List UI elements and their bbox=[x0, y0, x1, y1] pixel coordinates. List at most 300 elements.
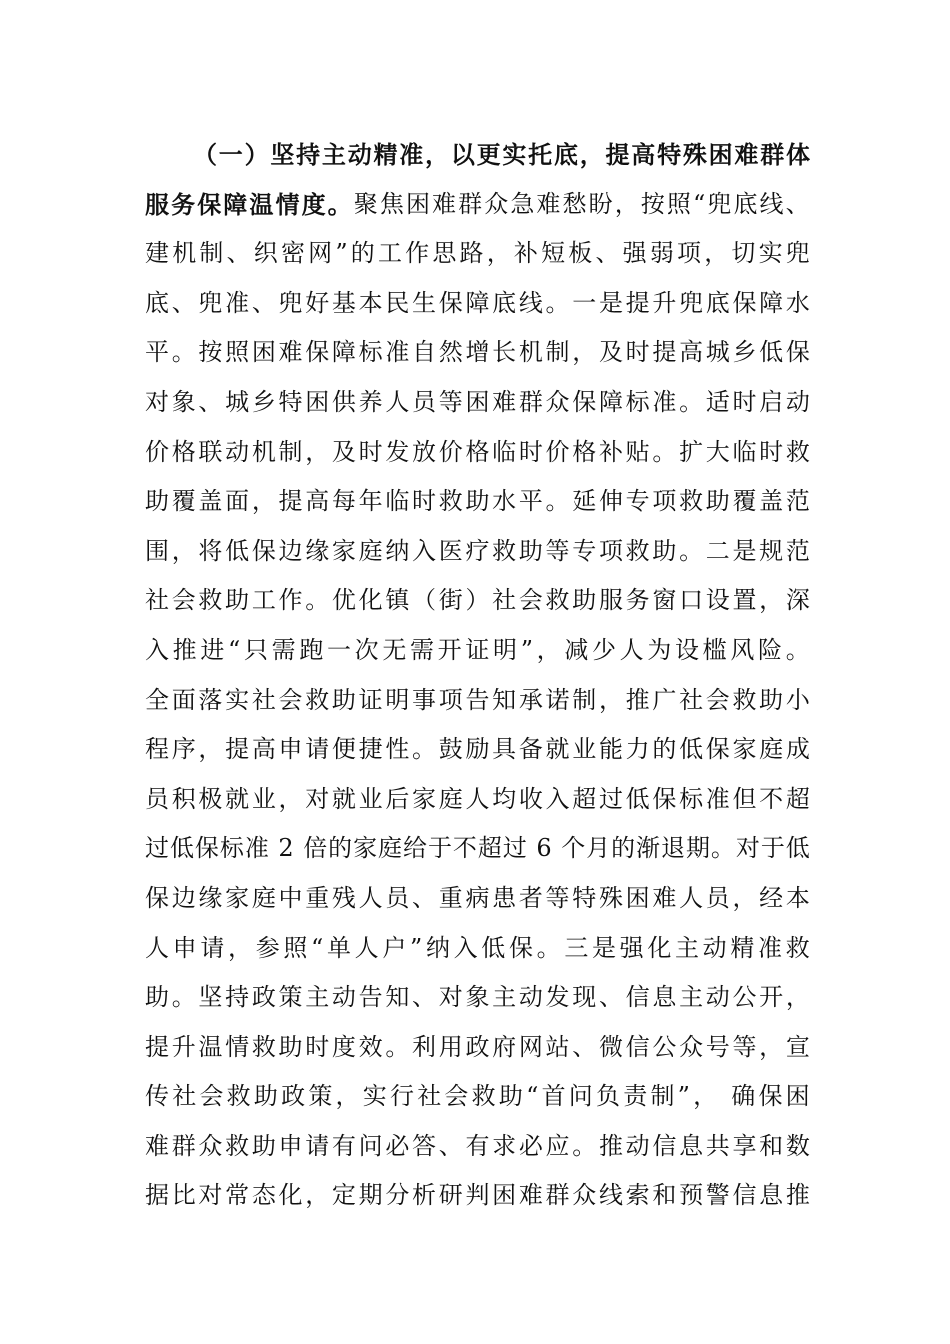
text-char: 缘 bbox=[305, 536, 330, 565]
text-char: 保 bbox=[508, 933, 533, 962]
text-char: 群 bbox=[545, 1181, 570, 1210]
text-char: ， bbox=[759, 586, 784, 615]
text-char: 等 bbox=[438, 387, 463, 416]
text-char: 专 bbox=[625, 487, 650, 516]
text-char: 殊 bbox=[598, 883, 623, 912]
text-char: 信 bbox=[652, 1131, 677, 1160]
paragraph-line bbox=[145, 1072, 810, 1122]
paragraph-line bbox=[145, 1122, 810, 1172]
text-char: 收 bbox=[518, 784, 543, 813]
text-char: 共 bbox=[705, 1131, 730, 1160]
text-char: 据 bbox=[145, 1181, 169, 1210]
text-char: 、 bbox=[572, 1032, 597, 1061]
text-char: 临 bbox=[732, 437, 757, 466]
text-char: 。 bbox=[652, 437, 677, 466]
text-char: 群 bbox=[760, 140, 785, 169]
text-char: 时 bbox=[518, 437, 543, 466]
text-char bbox=[720, 1072, 728, 1122]
text-char: 重 bbox=[438, 883, 463, 912]
text-char: 便 bbox=[331, 735, 356, 764]
text-char: 主 bbox=[492, 983, 517, 1012]
text-char: 传 bbox=[145, 1082, 169, 1111]
text-char: 程 bbox=[145, 735, 169, 764]
text-char: 助 bbox=[331, 685, 356, 714]
body-text bbox=[145, 130, 810, 1221]
text-char: 助 bbox=[705, 487, 730, 516]
text-char: 置 bbox=[732, 586, 757, 615]
text-char: 能 bbox=[598, 735, 623, 764]
text-char: ， bbox=[171, 536, 196, 565]
text-char: 化 bbox=[647, 933, 672, 962]
text-char: 发 bbox=[545, 983, 570, 1012]
text-char: 优 bbox=[331, 586, 356, 615]
paragraph-line bbox=[145, 775, 810, 825]
text-char: 制 bbox=[650, 1082, 675, 1111]
text-char: 时 bbox=[732, 387, 757, 416]
text-char: 一 bbox=[218, 140, 243, 169]
text-char: 广 bbox=[652, 685, 677, 714]
text-char: 弱 bbox=[649, 239, 674, 268]
text-char: 实 bbox=[362, 1082, 387, 1111]
text-char: 等 bbox=[545, 883, 570, 912]
text-char: 鼓 bbox=[438, 735, 463, 764]
text-char: 机 bbox=[172, 239, 197, 268]
text-char: 主 bbox=[679, 983, 704, 1012]
text-char: ， bbox=[228, 933, 253, 962]
text-char: 格 bbox=[171, 437, 196, 466]
text-char: 口 bbox=[679, 586, 704, 615]
text-char: 化 bbox=[278, 1181, 303, 1210]
text-char: 需 bbox=[410, 635, 434, 664]
text-char: 助 bbox=[572, 586, 597, 615]
text-char: 答 bbox=[412, 1131, 437, 1160]
text-char: 。 bbox=[327, 189, 352, 219]
text-char: （ bbox=[412, 586, 437, 615]
text-char: 常 bbox=[225, 1181, 250, 1210]
text-char: 救 bbox=[226, 1082, 251, 1111]
text-char: 路 bbox=[459, 239, 484, 268]
text-char: 会 bbox=[278, 685, 303, 714]
text-char: 保 bbox=[194, 834, 219, 863]
text-char: 务 bbox=[171, 189, 196, 219]
text-char: 员 bbox=[385, 883, 410, 912]
text-char: 低 bbox=[679, 735, 704, 764]
text-char: 推 bbox=[785, 1181, 810, 1210]
text-char: 供 bbox=[331, 387, 356, 416]
text-char: 主 bbox=[675, 933, 699, 962]
paragraph-line bbox=[145, 229, 810, 279]
text-char: 实 bbox=[758, 239, 783, 268]
text-char: 边 bbox=[278, 536, 303, 565]
text-char: 事 bbox=[412, 685, 437, 714]
text-char: 首 bbox=[541, 1082, 566, 1111]
text-char: 申 bbox=[278, 735, 303, 764]
text-char: 线 bbox=[598, 1181, 623, 1210]
text-char: 群 bbox=[171, 1131, 196, 1160]
text-char: 象 bbox=[171, 387, 196, 416]
text-char: 宣 bbox=[785, 1032, 810, 1061]
text-char: 升 bbox=[171, 1032, 196, 1061]
text-char: 开 bbox=[759, 983, 784, 1012]
text-char: 员 bbox=[705, 883, 730, 912]
text-char: ， bbox=[305, 1181, 330, 1210]
text-char: 。 bbox=[710, 834, 735, 863]
text-char: 就 bbox=[225, 784, 250, 813]
text-char: 标 bbox=[219, 834, 244, 863]
text-char: 开 bbox=[437, 635, 462, 664]
text-char: 街 bbox=[438, 586, 463, 615]
text-char: 线 bbox=[759, 189, 784, 218]
text-char: 工 bbox=[251, 586, 276, 615]
heading-line-2 bbox=[145, 180, 810, 230]
text-char: 标 bbox=[625, 387, 650, 416]
text-char: 动 bbox=[625, 1131, 650, 1160]
text-char: 切 bbox=[731, 239, 756, 268]
text-char: 会 bbox=[518, 586, 543, 615]
text-char: 对 bbox=[438, 983, 463, 1012]
text-char: 超 bbox=[785, 784, 810, 813]
text-char: 价 bbox=[545, 437, 570, 466]
text-char: 用 bbox=[438, 1032, 463, 1061]
text-char: 判 bbox=[465, 1181, 490, 1210]
text-char: 号 bbox=[705, 1032, 730, 1061]
text-char: 助 bbox=[759, 685, 784, 714]
paragraph-line bbox=[145, 626, 810, 676]
text-char: 密 bbox=[280, 239, 305, 268]
text-char: 有 bbox=[465, 1131, 490, 1160]
text-char: 兜 bbox=[785, 239, 810, 268]
text-char: 期 bbox=[358, 1181, 383, 1210]
text-char: ， bbox=[536, 635, 561, 664]
text-char: 时 bbox=[412, 487, 437, 516]
text-char: ） bbox=[465, 586, 490, 615]
text-char: 短 bbox=[541, 239, 566, 268]
text-char: 纳 bbox=[385, 536, 410, 565]
text-char: ” bbox=[677, 1082, 690, 1111]
text-char: 知 bbox=[385, 983, 410, 1012]
text-char: 。 bbox=[545, 288, 570, 317]
text-char: 家 bbox=[225, 883, 250, 912]
text-char: 低 bbox=[225, 536, 250, 565]
text-char: 一 bbox=[572, 288, 597, 317]
text-char bbox=[528, 824, 536, 874]
text-char: 贴 bbox=[625, 437, 650, 466]
text-char: 超 bbox=[477, 834, 502, 863]
text-char: 水 bbox=[492, 487, 517, 516]
text-char: 体 bbox=[785, 140, 810, 169]
text-char: 均 bbox=[492, 784, 517, 813]
text-char: 乡 bbox=[251, 387, 276, 416]
text-char: 每 bbox=[331, 487, 356, 516]
text-char: 高 bbox=[631, 140, 656, 169]
text-char: 思 bbox=[432, 239, 457, 268]
text-char: 策 bbox=[278, 983, 303, 1012]
text-char: 次 bbox=[354, 635, 379, 664]
text-char: 助 bbox=[465, 487, 490, 516]
text-char: 托 bbox=[528, 140, 553, 169]
text-char: 和 bbox=[759, 1131, 784, 1160]
text-char: ， bbox=[579, 140, 604, 169]
text-char: ” bbox=[520, 635, 533, 664]
text-char: 、 bbox=[412, 983, 437, 1012]
text-char: 信 bbox=[625, 983, 650, 1012]
text-char: 小 bbox=[785, 685, 810, 714]
text-char: 数 bbox=[785, 1131, 810, 1160]
text-char: 减 bbox=[564, 635, 589, 664]
text-char: 会 bbox=[705, 685, 730, 714]
text-char: 群 bbox=[458, 189, 483, 218]
text-char: ， bbox=[486, 239, 511, 268]
text-char: 是 bbox=[591, 933, 616, 962]
text-char: 更 bbox=[476, 140, 501, 169]
text-char: 业 bbox=[251, 784, 276, 813]
text-char: 庭 bbox=[378, 834, 403, 863]
text-char: 实 bbox=[225, 685, 250, 714]
text-char: 伸 bbox=[598, 487, 623, 516]
text-char: 捷 bbox=[358, 735, 383, 764]
text-char: 的 bbox=[328, 834, 353, 863]
text-char: 对 bbox=[145, 387, 169, 416]
text-char: 析 bbox=[412, 1181, 437, 1210]
text-char: 社 bbox=[492, 586, 517, 615]
text-char: 助 bbox=[498, 1082, 523, 1111]
text-char: 兜 bbox=[679, 288, 704, 317]
text-char: 提 bbox=[278, 487, 303, 516]
text-char: 三 bbox=[564, 933, 589, 962]
text-char: 高 bbox=[679, 338, 704, 367]
text-char: 不 bbox=[452, 834, 477, 863]
text-char: 、 bbox=[226, 239, 251, 268]
paragraph-line bbox=[145, 428, 810, 478]
text-char: 。 bbox=[785, 635, 810, 664]
text-char: 时 bbox=[759, 437, 784, 466]
text-char: 社 bbox=[679, 685, 704, 714]
text-char: 风 bbox=[730, 635, 755, 664]
text-char: 面 bbox=[171, 685, 196, 714]
text-char: 动 bbox=[225, 437, 250, 466]
text-char: 范 bbox=[785, 487, 810, 516]
text-char: 。 bbox=[412, 735, 437, 764]
text-char: 政 bbox=[465, 1032, 490, 1061]
text-char: 范 bbox=[785, 536, 810, 565]
text-char: 按 bbox=[198, 338, 223, 367]
text-char: 提 bbox=[225, 735, 250, 764]
text-char: 大 bbox=[705, 437, 730, 466]
text-char: 难 bbox=[536, 189, 561, 218]
text-char: 月 bbox=[586, 834, 611, 863]
text-char: 就 bbox=[545, 735, 570, 764]
text-char: 会 bbox=[444, 1082, 469, 1111]
text-char: 人 bbox=[145, 933, 169, 962]
text-char: “ bbox=[311, 933, 324, 962]
text-char: 专 bbox=[572, 536, 597, 565]
text-char: 价 bbox=[438, 437, 463, 466]
text-char: 过 bbox=[598, 784, 623, 813]
text-char: 项 bbox=[438, 685, 463, 714]
text-char: 格 bbox=[572, 437, 597, 466]
text-char: 策 bbox=[308, 1082, 333, 1111]
text-char: 、 bbox=[251, 288, 276, 317]
text-char: 兜 bbox=[278, 288, 303, 317]
text-char: 底 bbox=[705, 288, 730, 317]
text-char: 、 bbox=[198, 387, 223, 416]
text-char: 家 bbox=[412, 784, 437, 813]
text-char: 网 bbox=[518, 1032, 543, 1061]
text-char: 标 bbox=[358, 338, 383, 367]
text-char: 困 bbox=[465, 387, 490, 416]
text-char: 享 bbox=[732, 1131, 757, 1160]
text-char: 困 bbox=[492, 1181, 517, 1210]
text-char: 。 bbox=[545, 487, 570, 516]
text-char: 责 bbox=[623, 1082, 648, 1111]
text-char: 临 bbox=[385, 487, 410, 516]
text-char: 底 bbox=[553, 140, 578, 169]
text-char: 强 bbox=[619, 933, 644, 962]
text-char: 请 bbox=[305, 1131, 330, 1160]
text-char: 公 bbox=[652, 1032, 677, 1061]
text-char: 请 bbox=[200, 933, 225, 962]
text-char: 聚 bbox=[353, 189, 378, 218]
text-char: 障 bbox=[465, 288, 490, 317]
text-char: 设 bbox=[675, 635, 699, 664]
text-char: 救 bbox=[625, 536, 650, 565]
text-char: 救 bbox=[545, 586, 570, 615]
text-char: 、 bbox=[438, 1131, 463, 1160]
text-char: 。 bbox=[536, 933, 561, 962]
text-char: 。 bbox=[385, 1032, 410, 1061]
text-char: 推 bbox=[172, 635, 197, 664]
text-char: 救 bbox=[785, 437, 810, 466]
text-char: ， bbox=[704, 239, 729, 268]
paragraph-line bbox=[145, 924, 810, 974]
text-char: 提 bbox=[652, 338, 677, 367]
text-char: 中 bbox=[278, 883, 303, 912]
text-char: 规 bbox=[759, 536, 784, 565]
text-char: “ bbox=[526, 1082, 539, 1111]
text-char: 工 bbox=[377, 239, 402, 268]
text-char: 特 bbox=[278, 387, 303, 416]
text-char: 平 bbox=[518, 487, 543, 516]
text-char: 底 bbox=[145, 288, 169, 317]
text-char: 主 bbox=[305, 983, 330, 1012]
text-char: 力 bbox=[625, 735, 650, 764]
text-char: 时 bbox=[305, 1032, 330, 1061]
text-char: 高 bbox=[305, 487, 330, 516]
text-char: 人 bbox=[358, 883, 383, 912]
text-char: 救 bbox=[492, 536, 517, 565]
text-char: 重 bbox=[305, 883, 330, 912]
text-char: 必 bbox=[385, 1131, 410, 1160]
text-char: 。 bbox=[572, 1131, 597, 1160]
text-char: 人 bbox=[385, 387, 410, 416]
text-char: 疗 bbox=[465, 536, 490, 565]
text-char: 、 bbox=[171, 288, 196, 317]
text-char: 实 bbox=[502, 140, 527, 169]
text-char: 时 bbox=[625, 338, 650, 367]
text-char: 低 bbox=[481, 933, 506, 962]
text-char: 会 bbox=[171, 586, 196, 615]
text-char: 庭 bbox=[251, 883, 276, 912]
text-char: 户 bbox=[382, 933, 407, 962]
text-char: 利 bbox=[412, 1032, 437, 1061]
text-char: 高 bbox=[251, 735, 276, 764]
text-char: 业 bbox=[358, 784, 383, 813]
text-char: 及 bbox=[331, 437, 356, 466]
text-char: 告 bbox=[465, 685, 490, 714]
text-char: 险 bbox=[758, 635, 783, 664]
text-char: 公 bbox=[732, 983, 757, 1012]
text-char: 少 bbox=[591, 635, 616, 664]
text-char: 难 bbox=[432, 189, 457, 218]
text-char: 提 bbox=[145, 1032, 169, 1061]
text-char: 平 bbox=[145, 338, 169, 367]
text-char: 入 bbox=[545, 784, 570, 813]
text-char: 、 bbox=[598, 983, 623, 1012]
text-char: 动 bbox=[331, 983, 356, 1012]
text-char: 救 bbox=[732, 685, 757, 714]
text-char: 入 bbox=[145, 635, 169, 664]
text-char: 制 bbox=[572, 685, 597, 714]
text-char: 群 bbox=[518, 387, 543, 416]
text-char: 参 bbox=[255, 933, 280, 962]
text-char: ） bbox=[244, 140, 269, 169]
text-char: 为 bbox=[647, 635, 672, 664]
text-char: ， bbox=[335, 1082, 360, 1111]
text-char: （ bbox=[193, 140, 217, 169]
text-char: 象 bbox=[465, 983, 490, 1012]
text-char: 患 bbox=[492, 883, 517, 912]
text-char: 是 bbox=[732, 536, 757, 565]
text-char: 困 bbox=[405, 189, 430, 218]
paragraph-line bbox=[145, 576, 810, 626]
text-char: ” bbox=[335, 239, 348, 268]
text-char: 窗 bbox=[652, 586, 677, 615]
text-char: 低 bbox=[625, 784, 650, 813]
text-char: 政 bbox=[281, 1082, 306, 1111]
text-char: 覆 bbox=[732, 487, 757, 516]
text-char: 救 bbox=[305, 685, 330, 714]
text-char: 升 bbox=[652, 288, 677, 317]
text-char: 愁 bbox=[562, 189, 587, 218]
text-char: 网 bbox=[308, 239, 333, 268]
text-char: 极 bbox=[198, 784, 223, 813]
text-char: 。 bbox=[679, 387, 704, 416]
text-char: 准 bbox=[705, 784, 730, 813]
text-char: 发 bbox=[385, 437, 410, 466]
paragraph-line bbox=[145, 378, 810, 428]
text-char: 保 bbox=[705, 735, 730, 764]
text-char: 难 bbox=[492, 387, 517, 416]
paragraph-line bbox=[145, 1171, 810, 1221]
text-char: 难 bbox=[145, 1131, 169, 1160]
text-char: 困 bbox=[251, 338, 276, 367]
text-char: 员 bbox=[412, 387, 437, 416]
text-char: 持 bbox=[225, 983, 250, 1012]
text-char: 困 bbox=[305, 387, 330, 416]
text-char: 殊 bbox=[682, 140, 707, 169]
text-char: 难 bbox=[652, 883, 677, 912]
text-char: 定 bbox=[331, 1181, 356, 1210]
text-char: 盼 bbox=[588, 189, 613, 218]
text-char: 众 bbox=[484, 189, 509, 218]
text-char: 比 bbox=[171, 1181, 196, 1210]
text-char: 年 bbox=[358, 487, 383, 516]
text-char: 等 bbox=[732, 1032, 757, 1061]
text-char: 知 bbox=[492, 685, 517, 714]
text-char: 站 bbox=[545, 1032, 570, 1061]
text-char: 补 bbox=[598, 437, 623, 466]
text-char: 准 bbox=[652, 387, 677, 416]
